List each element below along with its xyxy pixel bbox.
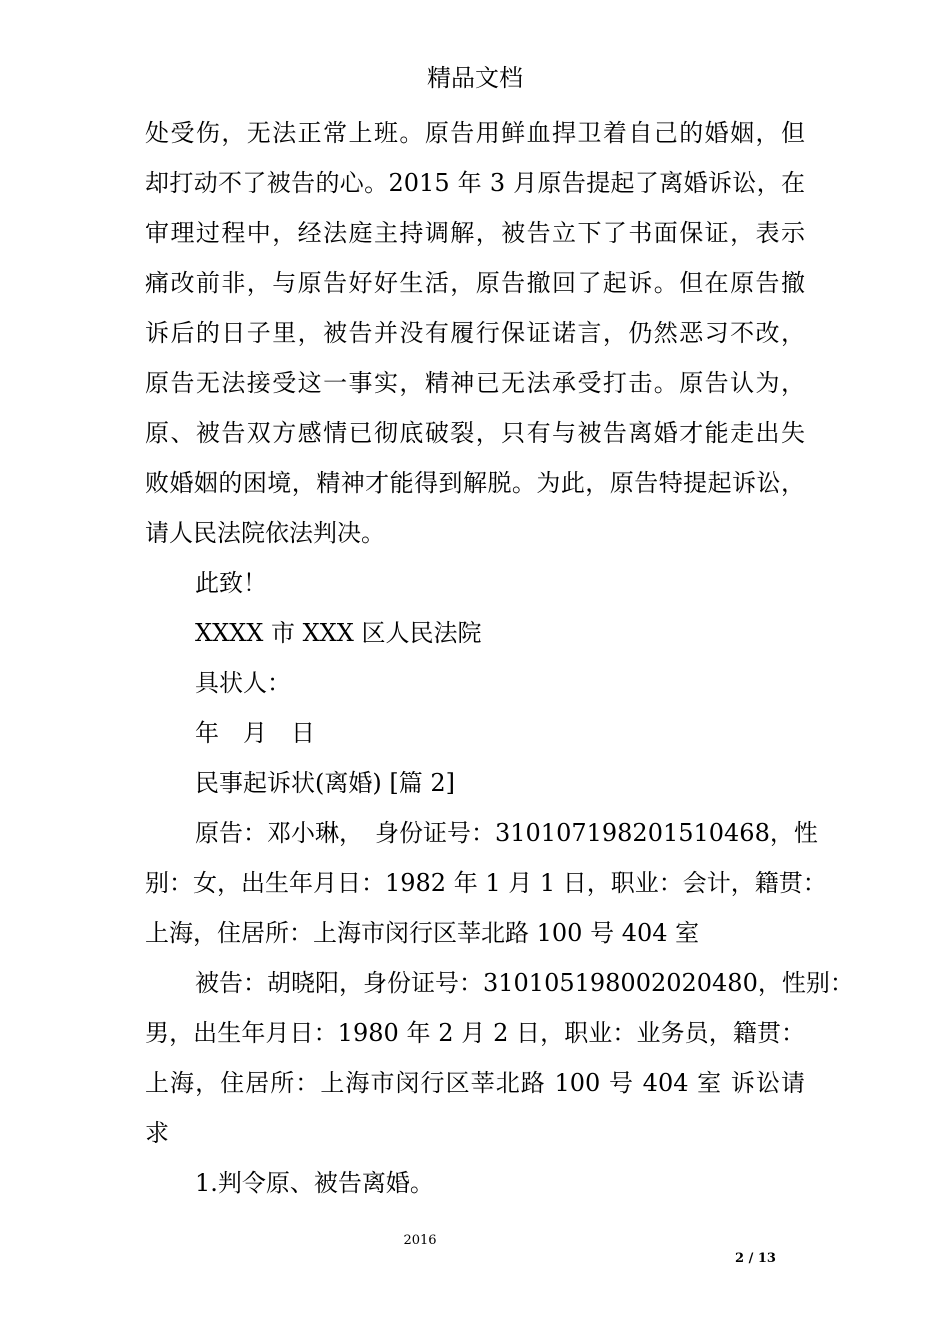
section-title: 民事起诉状(离婚) [篇 2] — [195, 769, 455, 797]
body-line: 痛改前非，与原告好好生活，原告撤回了起诉。但在原告撤 — [145, 269, 805, 297]
salutation: 此致！ — [195, 569, 267, 597]
body-line: 请人民法院依法判决。 — [145, 519, 385, 547]
body-line: 处受伤，无法正常上班。原告用鲜血捍卫着自己的婚姻，但 — [145, 119, 805, 147]
body-line: 被告：胡晓阳，身份证号：310105198002020480，性别： — [195, 969, 854, 997]
body-line: 上海，住居所：上海市闵行区莘北路 100 号 404 室 诉讼请 — [145, 1069, 805, 1097]
body-line: 败婚姻的困境，精神才能得到解脱。为此，原告特提起诉讼， — [145, 469, 805, 497]
body-line: 求 — [145, 1119, 169, 1147]
body-line: 原告无法接受这一事实，精神已无法承受打击。原告认为， — [145, 369, 805, 397]
date-line: 年 月 日 — [195, 719, 315, 747]
body-line: 原、被告双方感情已彻底破裂，只有与被告离婚才能走出失 — [145, 419, 805, 447]
body-line: 却打动不了被告的心。2015 年 3 月原告提起了离婚诉讼，在 — [145, 169, 805, 197]
body-line: 诉后的日子里，被告并没有履行保证诺言，仍然恶习不改， — [145, 319, 805, 347]
body-line: 男，出生年月日：1980 年 2 月 2 日，职业：业务员，籍贯： — [145, 1019, 805, 1047]
page-number: 2 / 13 — [735, 1251, 776, 1266]
body-line: 上海，住居所：上海市闵行区莘北路 100 号 404 室 — [145, 919, 700, 947]
signatory-label: 具状人： — [195, 669, 291, 697]
footer-year: 2016 — [403, 1233, 437, 1248]
body-line: 原告：邓小琳， 身份证号：310107198201510468，性 — [195, 819, 818, 847]
claim-item: 1.判令原、被告离婚。 — [195, 1169, 434, 1197]
body-line: 别：女，出生年月日：1982 年 1 月 1 日，职业：会计，籍贯： — [145, 869, 827, 897]
page-header: 精品文档 — [427, 64, 523, 92]
court-name: XXXX 市 XXX 区人民法院 — [195, 619, 482, 647]
body-line: 审理过程中，经法庭主持调解，被告立下了书面保证，表示 — [145, 219, 805, 247]
